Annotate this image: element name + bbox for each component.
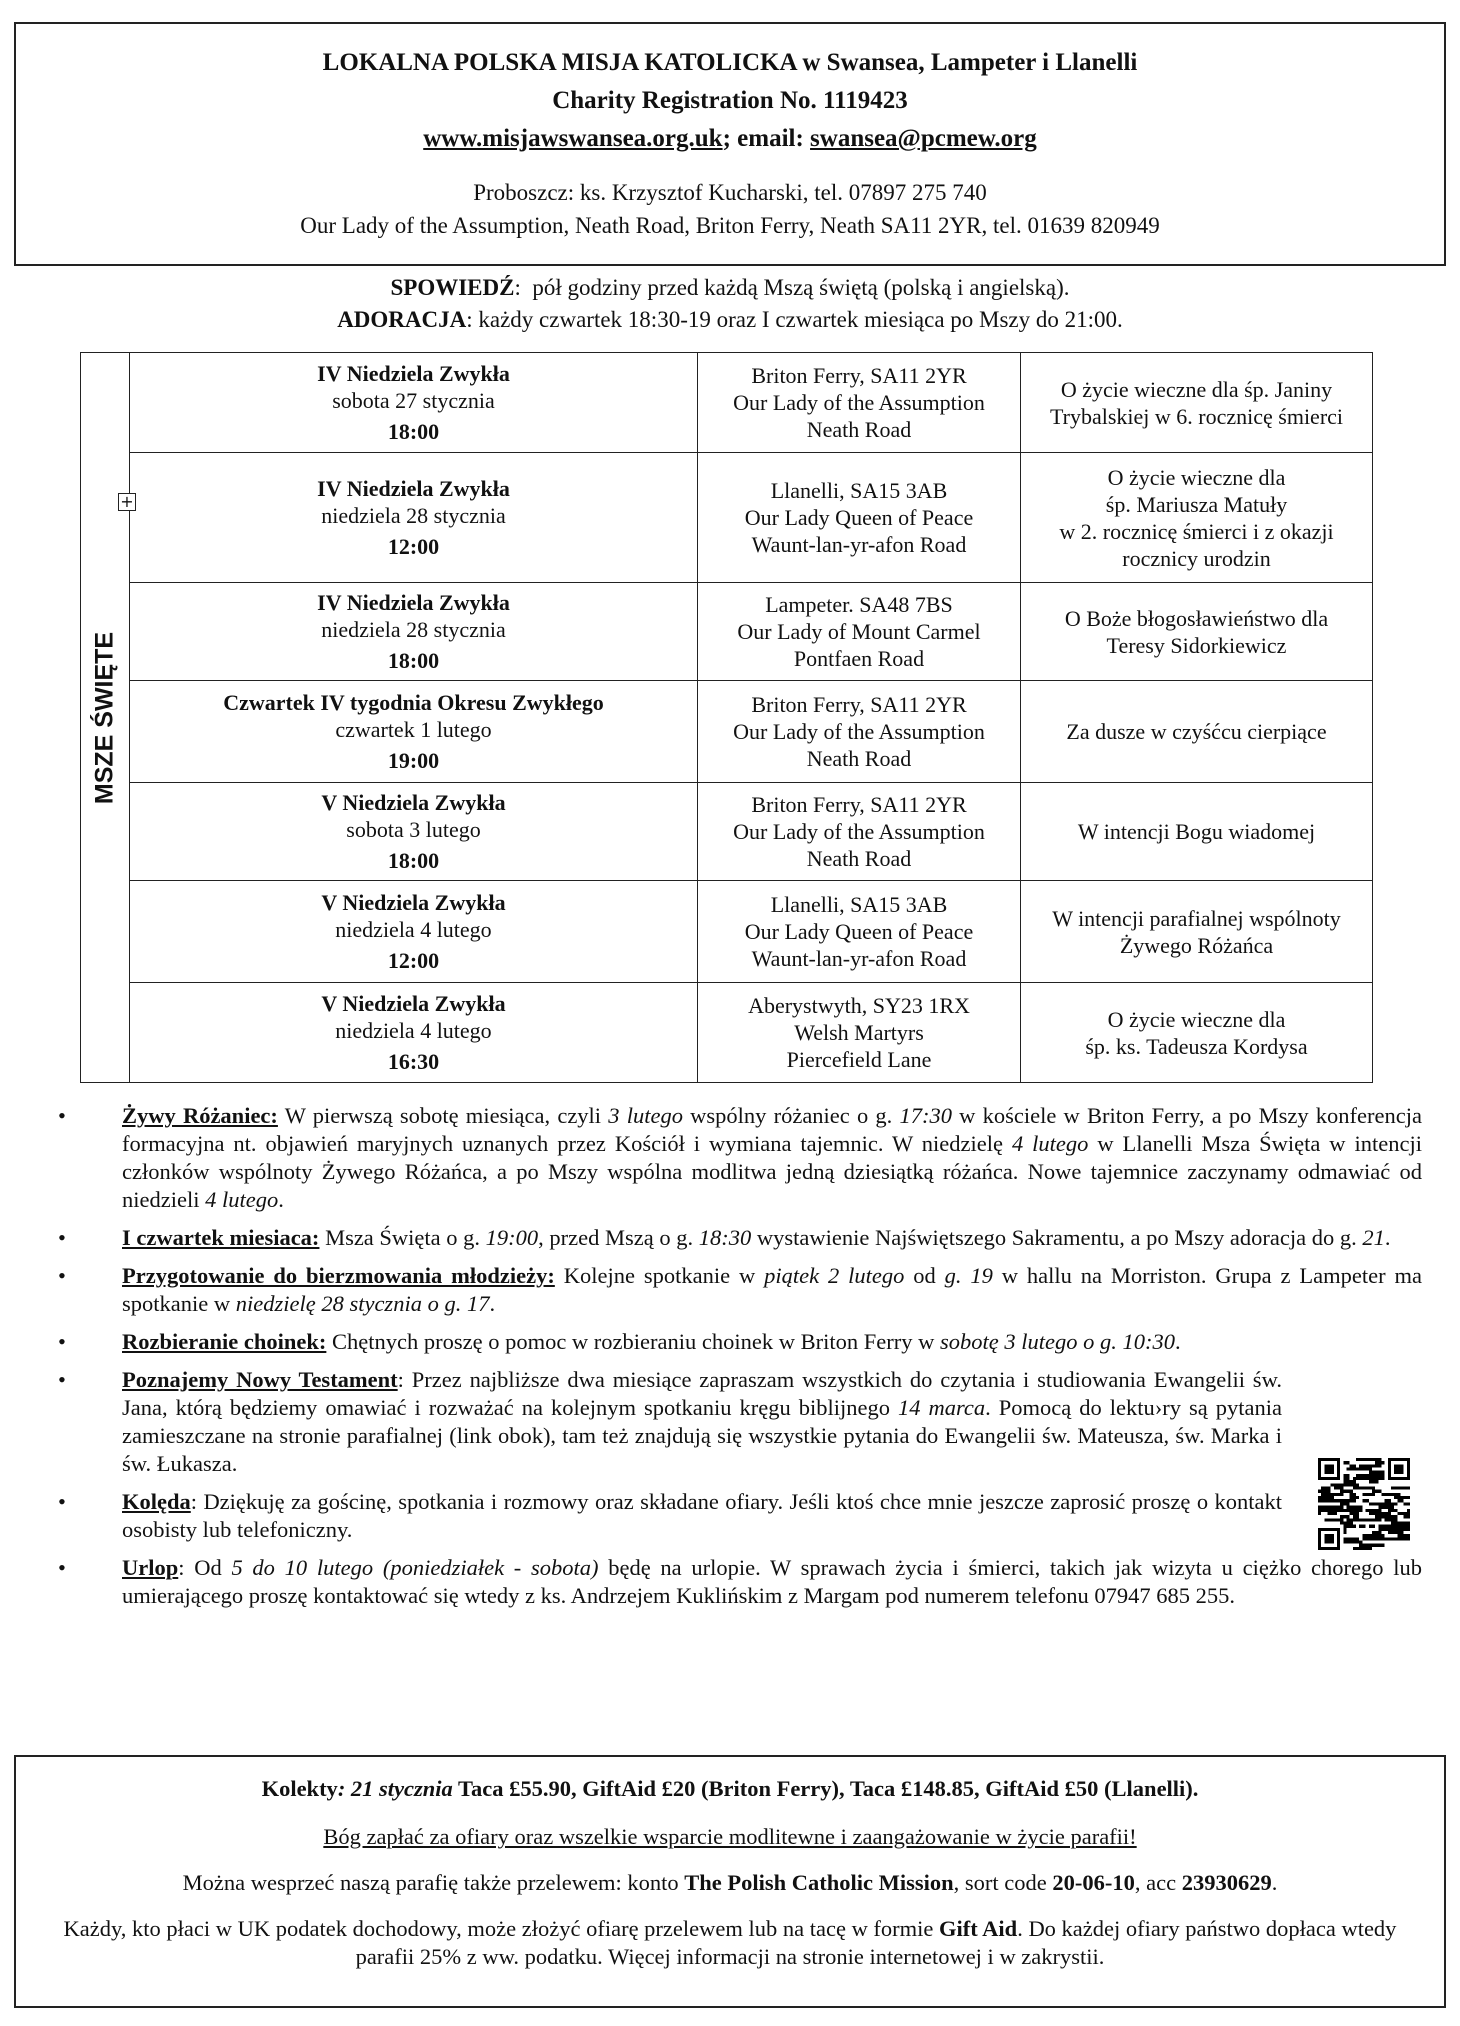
mass-intention-cell [1021,453,1373,583]
note-heading: Żywy Różaniec: [122,1103,278,1128]
gift-aid-text: . Do każdej ofiary państwo dopłaca wtedy parafii 25% z ww. podatku. Więcej informacji na stronie internetowej i w zakrystii. [355,1916,1397,1969]
place-line: Our Lady of Mount Carmel [737,619,981,644]
intention-line: Żywego Różańca [1119,932,1274,958]
note-heading: Przygotowanie do bierzmowania młodzieży: [122,1263,555,1288]
mass-time: 18:00 [387,648,440,673]
intention-line: Trybalskiej w 6. rocznicę śmierci [1049,403,1344,429]
table-move-handle-icon[interactable]: + [118,493,136,511]
bank-text: . [1271,1870,1278,1895]
bullet: • [58,1329,66,1354]
mass-schedule-table [80,352,1373,1083]
footer-box [14,1755,1446,2008]
note-date: 5 do 10 lutego (poniedziałek - sobota) [231,1555,599,1580]
mass-time: 12:00 [387,534,440,559]
confession-text: : pół godziny przed każdą Mszą świętą (polską i angielską). [514,275,1070,300]
list-item [50,1488,1422,1544]
mass-time: 18:00 [387,419,440,444]
note-text: , przed Mszą o g. [538,1225,699,1250]
mass-date: sobota 3 lutego [346,817,481,842]
place-line: Briton Ferry, SA11 2YR [751,363,967,388]
place-line: Our Lady of the Assumption [733,819,985,844]
bank-text: , acc [1134,1870,1182,1895]
table-row [81,983,1373,1083]
note-date: 4 lutego [1011,1131,1089,1156]
intention-line: rocznicy urodzin [1122,545,1271,571]
mass-place-cell [698,881,1021,983]
mass-time: 18:00 [387,848,440,873]
place-line: Llanelli, SA15 3AB [770,892,948,917]
place-line: Welsh Martyrs [794,1020,924,1045]
bullet: • [58,1103,66,1128]
intention-line: W intencji Bogu wiadomej [1077,819,1316,844]
list-item [50,1366,1422,1478]
announcements-list [50,1102,1422,1620]
table-row [81,783,1373,881]
collections-amounts: Taca £55.90, GiftAid £20 (Briton Ferry), Taca £148.85, GiftAid £50 (Llanelli). [452,1776,1199,1801]
note-text: będę na urlopie. W sprawach życia i śmierci, takich jak wizyta u ciężko chorego lub umierającego proszę kontaktować się wtedy z ks. Andrzejem Kuklińskim z Margam pod numerem telefonu 07947 685 255. [122,1555,1422,1608]
bullet: • [58,1489,66,1514]
mass-title: Czwartek IV tygodnia Okresu Zwykłego [223,690,604,715]
note-text: . [1174,1329,1181,1354]
thanks-line: Bóg zapłać za ofiary oraz wszelkie wsparcie modlitewne i zaangażowanie w życie parafii! [323,1824,1137,1849]
mass-date: niedziela 4 lutego [335,1018,492,1043]
mass-place-cell [698,983,1021,1083]
bullet: • [58,1225,66,1250]
place-line: Neath Road [806,417,912,442]
confession-label: SPOWIEDŹ [390,275,515,300]
intention-line: O życie wieczne dla śp. Janiny [1060,376,1333,402]
list-item [50,1102,1422,1214]
mass-title: IV Niedziela Zwykła [317,590,510,615]
note-text: . [278,1187,284,1212]
bank-account-name: The Polish Catholic Mission [684,1870,954,1895]
place-line: Our Lady of the Assumption [733,719,985,744]
mass-time: 19:00 [387,748,440,773]
adoration-text: : każdy czwartek 18:30-19 oraz I czwartek miesiąca po Mszy do 21:00. [466,307,1123,332]
mass-date-cell [130,353,698,453]
list-item [50,1262,1422,1318]
note-text: . Pomocą do lektu›ry są pytania zamieszczane na stronie parafialnej (link obok), tam też znajdują się wszystkie pytania do Ewangelii św. Mateusza, św. Marka i św. Łukasza. [122,1395,1282,1476]
note-date: piątek 2 lutego [764,1263,905,1288]
mass-date: niedziela 28 stycznia [321,617,506,642]
note-text: Kolejne spotkanie w [554,1263,765,1288]
intention-line: Teresy Sidorkiewicz [1106,632,1287,658]
note-text: . [1384,1225,1391,1250]
intention-line: śp. Mariusza Matuły [1105,491,1288,517]
note-text: wystawienie Najświętszego Sakramentu, a po Mszy adoracja do g. [751,1225,1363,1250]
note-text: od [904,1263,945,1288]
table-row [81,353,1373,453]
note-date: 14 marca [897,1395,986,1420]
note-date: niedzielę 28 stycznia o g. 17 [235,1291,490,1316]
charity-registration: Charity Registration No. 1119423 [552,87,908,114]
note-time: 18:30 [698,1225,752,1250]
gift-aid-label: Gift Aid [939,1916,1018,1941]
mass-place-cell [698,681,1021,783]
note-heading: Poznajemy Nowy Testament [122,1367,398,1392]
mass-place-cell [698,353,1021,453]
note-text: wspólny różaniec o g. [682,1103,900,1128]
bank-transfer-line [16,1869,1444,1897]
gift-aid-text: Każdy, kto płaci w UK podatek dochodowy, może złożyć ofiarę przelewem lub na tacę w formie [63,1916,940,1941]
bank-text: , sort code [953,1870,1053,1895]
intention-line: O Boże błogosławieństwo dla [1064,605,1329,631]
mass-title: IV Niedziela Zwykła [317,361,510,386]
mass-intention-cell [1021,983,1373,1083]
note-time: g. 19 [944,1263,993,1288]
mass-date: sobota 27 stycznia [332,388,495,413]
account-number: 23930629 [1181,1870,1272,1895]
bullet: • [58,1367,66,1392]
place-line: Llanelli, SA15 3AB [770,478,948,503]
gift-aid-line [16,1915,1444,1971]
intention-line: śp. ks. Tadeusza Kordysa [1085,1033,1308,1059]
place-line: Waunt-lan-yr-afon Road [751,946,967,971]
mass-place-cell [698,783,1021,881]
list-item [50,1224,1422,1252]
note-heading: Kolęda [122,1489,191,1514]
email-link[interactable]: swansea@pcmew.org [810,125,1037,152]
place-line: Our Lady Queen of Peace [744,919,974,944]
intention-line: w 2. rocznicę śmierci i z okazji [1059,518,1334,544]
note-heading: Urlop [122,1555,179,1580]
place-line: Our Lady Queen of Peace [744,505,974,530]
bank-text: Można wesprzeć naszą parafię także przelewem: konto [182,1870,685,1895]
note-text: Chętnych proszę o pomoc w rozbieraniu choinek w Briton Ferry w [326,1329,940,1354]
mass-date-cell [130,881,698,983]
list-item [50,1328,1422,1356]
note-heading: I czwartek miesiaca: [122,1225,320,1250]
place-line: Neath Road [806,746,912,771]
sort-code: 20-06-10 [1052,1870,1135,1895]
place-line: Our Lady of the Assumption [733,390,985,415]
masses-side-label: MSZE ŚWIĘTE [90,631,119,804]
note-text: w hallu na Morriston. Grupa z Lampeter ma spotkanie w [122,1263,1422,1316]
collections-date: : 21 stycznia [337,1776,453,1801]
adoration-label: ADORACJA [337,307,467,332]
adoration-line [0,304,1460,336]
collections-line [16,1775,1444,1803]
mass-intention-cell [1021,881,1373,983]
note-heading: Rozbieranie choinek: [122,1329,327,1354]
mass-intention-cell [1021,353,1373,453]
church-address: Our Lady of the Assumption, Neath Road, Briton Ferry, Neath SA11 2YR, tel. 01639 820949 [300,213,1160,238]
mission-name: LOKALNA POLSKA MISJA KATOLICKA w Swansea, Lampeter i Llanelli [322,49,1138,76]
note-time: 19:00 [485,1225,539,1250]
note-time: 17:30 [899,1103,952,1128]
note-text: : Przez najbliższe dwa miesiące zapraszam wszystkich do czytania i studiowania Ewangelii św. Jana, którą będziemy omawiać i rozważać na kolejnym spotkaniu kręgu biblijnego [122,1367,1282,1420]
bullet: • [58,1555,66,1580]
table-row [81,681,1373,783]
note-date: 4 lutego [205,1187,279,1212]
list-item [50,1554,1422,1610]
note-time: 21 [1362,1225,1385,1250]
mass-time: 12:00 [387,948,440,973]
place-line: Lampeter. SA48 7BS [765,592,953,617]
header-box [14,22,1446,266]
place-line: Briton Ferry, SA11 2YR [751,692,967,717]
mass-time: 16:30 [387,1049,440,1074]
place-line: Pontfaen Road [793,646,925,671]
mass-title: IV Niedziela Zwykła [317,476,510,501]
mass-date: niedziela 28 stycznia [321,503,506,528]
mass-intention-cell [1021,583,1373,681]
mass-title: V Niedziela Zwykła [321,890,506,915]
mass-date-cell [130,583,698,681]
table-row [81,453,1373,583]
confession-line [0,272,1460,304]
place-line: Aberystwyth, SY23 1RX [748,993,970,1018]
mass-place-cell [698,583,1021,681]
note-date: 3 lutego [608,1103,683,1128]
bullet: • [58,1263,66,1288]
mass-date: czwartek 1 lutego [335,717,492,742]
side-column [81,353,134,1083]
mass-date: niedziela 4 lutego [335,917,492,942]
intention-line: Za dusze w czyśćcu cierpiące [1066,719,1327,744]
mass-place-cell [698,453,1021,583]
qr-code-icon[interactable] [1318,1458,1410,1550]
note-text: W pierwszą sobotę miesiąca, czyli [277,1103,609,1128]
intention-line: W intencji parafialnej wspólnoty [1052,905,1341,931]
contact-line [16,120,1444,158]
note-text: : Dziękuję za gościnę, spotkania i rozmowy oraz składane ofiary. Jeśli ktoś chce mnie jeszcze zaprosić proszę o kontakt osobisty lub telefoniczny. [122,1489,1282,1542]
note-date: sobotę 3 lutego o g. 10:30 [939,1329,1175,1354]
mass-date-cell [130,783,698,881]
priest-info: Proboszcz: ks. Krzysztof Kucharski, tel. 07897 275 740 [473,180,987,205]
mass-intention-cell [1021,681,1373,783]
email-label: ; email: [722,125,811,152]
note-text: : Od [178,1555,232,1580]
website-link[interactable]: www.misjawswansea.org.uk [423,125,723,152]
mass-intention-cell [1021,783,1373,881]
mass-date-cell [130,453,698,583]
place-line: Neath Road [806,846,912,871]
mass-title: V Niedziela Zwykła [321,790,506,815]
mass-date-cell [130,681,698,783]
note-text: . [489,1291,496,1316]
intention-line: O życie wieczne dla [1107,1006,1286,1032]
table-row [81,881,1373,983]
note-text: w Llanelli Msza Święta w intencji członków wspólnoty Żywego Różańca, a po Mszy wspólna modlitwa jedną dziesiątką różańca. Nowe tajemnice zaczynamy odmawiać od niedzieli [122,1131,1422,1212]
place-line: Briton Ferry, SA11 2YR [751,792,967,817]
place-line: Piercefield Lane [786,1047,932,1072]
note-text: Msza Święta o g. [319,1225,486,1250]
mass-title: V Niedziela Zwykła [321,991,506,1016]
mass-date-cell [130,983,698,1083]
note-text: w kościele w Briton Ferry, a po Mszy konferencja formacyjna nt. objawień maryjnych uznanych przez Kościół i wymiana tajemnic. W niedzielę [122,1103,1422,1156]
collections-label: Kolekty [261,1776,338,1801]
table-row [81,583,1373,681]
intention-line: O życie wieczne dla [1107,464,1286,490]
place-line: Waunt-lan-yr-afon Road [751,532,967,557]
